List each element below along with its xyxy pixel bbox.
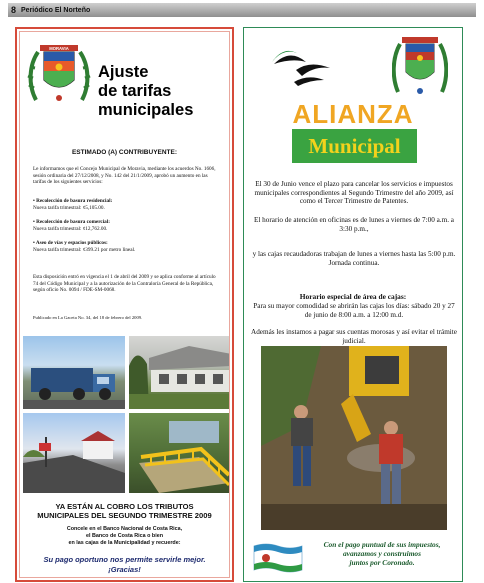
title-line: de tarifas (98, 82, 172, 100)
service-item (33, 198, 219, 211)
slogan-line: avanzamos y construimos (342, 549, 422, 559)
coat-of-arms-icon (392, 34, 448, 98)
special-hours-title: Horario especial de área de cajas: (299, 292, 407, 301)
service-rate: Nueva tarifa trimestral: ¢5,105.00. (33, 204, 105, 211)
slogan-line: juntos por Coronado. (349, 558, 415, 568)
cashier-hours-paragraph: y las cajas recaudadoras trabajan de lunes a viernes hasta las 5:00 p.m. Jornada continua. (252, 250, 456, 267)
oportuno-line: ¡Gracias! (108, 564, 141, 574)
publicado-note: Publicado en La Gaceta No. 34, del 18 de febrero del 2009. (33, 315, 143, 320)
bird-logo-icon (266, 36, 336, 92)
service-rate: Nueva tarifa trimestral: ¢12,762.00. (33, 225, 108, 232)
publication-name: Periódico El Norteño (21, 6, 91, 14)
tributos-line: YA ESTÁN AL COBRO LOS TRIBUTOS (55, 502, 194, 511)
disposicion-paragraph: Esta disposición entró en vigencia el 1 de abril del 2009 y se aplica conforme al artículo 74 del Código Municipal y a la autorización de la Contraloría General de la República, según oficio No. 0094 / FDE-SM-0068. (33, 274, 216, 294)
office-hours-paragraph: El horario de atención en oficinas es de lunes a viernes de 7:00 a.m. a 3:30 p.m., (254, 216, 454, 233)
alianza-advertisement (243, 27, 463, 582)
oportuno-line: Su pago oportuno nos permite servirle mejor. (43, 555, 206, 564)
slogan (306, 540, 458, 568)
thanks-message (20, 555, 229, 574)
road-works-photo (261, 346, 447, 530)
service-item (33, 219, 219, 232)
title-line: Ajuste (98, 63, 149, 81)
garbage-truck-photo (23, 336, 125, 409)
ajuste-title (98, 63, 230, 120)
page-header (8, 3, 476, 17)
municipal-banner (292, 129, 417, 163)
tarifas-advertisement (15, 27, 234, 582)
street-photo (23, 413, 125, 493)
tarifas-advertisement-inner (19, 31, 230, 578)
morosas-paragraph: Además les instamos a pagar sus cuentas morosas y así evitar el trámite judicial. (251, 328, 457, 345)
alianza-title: ALIANZA (292, 99, 414, 129)
greeting: ESTIMADO (A) CONTRIBUYENTE: (71, 149, 178, 156)
service-item (33, 240, 219, 253)
flag-icon (252, 542, 304, 574)
service-name: • Recolección de basura residencial: (33, 198, 113, 204)
building-photo (129, 336, 230, 409)
bridge-photo (129, 413, 230, 493)
special-hours-paragraph: Para su mayor comodidad se abrirán las cajas los días: sábado 20 y 27 de junio de 8:00 a.m. a 12:00 m.d. (253, 302, 455, 319)
service-rate: Nueva tarifa trimestral: ¢399.21 por metro lineal. (33, 246, 136, 253)
municipal-title: Municipal (308, 133, 401, 158)
bancos-line: el Banco de Costa Rica o bien (86, 532, 163, 539)
bancos-line: Concele en el Banco Nacional de Costa Rica, (66, 526, 183, 532)
slogan-line: Con el pago puntual de sus impuestos, (323, 540, 441, 549)
service-name: • Aseo de vías y espacios públicos: (33, 240, 108, 246)
tributos-heading (20, 502, 229, 521)
service-name: • Recolección de basura comercial: (33, 219, 110, 225)
bancos-line: en las cajas de la Municipalidad y recuerde: (68, 539, 181, 546)
moravia-seal-icon (26, 40, 92, 106)
seal-text: MORAVIA (49, 45, 69, 51)
tributos-line: MUNICIPALES DEL SEGUNDO TRIMESTRE 2009 (37, 511, 212, 521)
intro-paragraph: Le informamos que el Concejo Municipal de Moravia, mediante los acuerdos No. 1606, sesión ordinaria del 27/12/2008, y No. 142 del 21/1/2009, aprobó un aumento en las tarifas de los siguientes servicios: (33, 166, 216, 186)
page-number: 8 (11, 5, 17, 15)
title-line: municipales (98, 101, 194, 119)
payment-places (20, 526, 229, 546)
deadline-paragraph: El 30 de Junio vence el plazo para cancelar los servicios e impuestos municipales correspondientes al Segundo Trimestre del año 2009, así como el Tercer Trimestre de Patentes. (254, 180, 454, 206)
